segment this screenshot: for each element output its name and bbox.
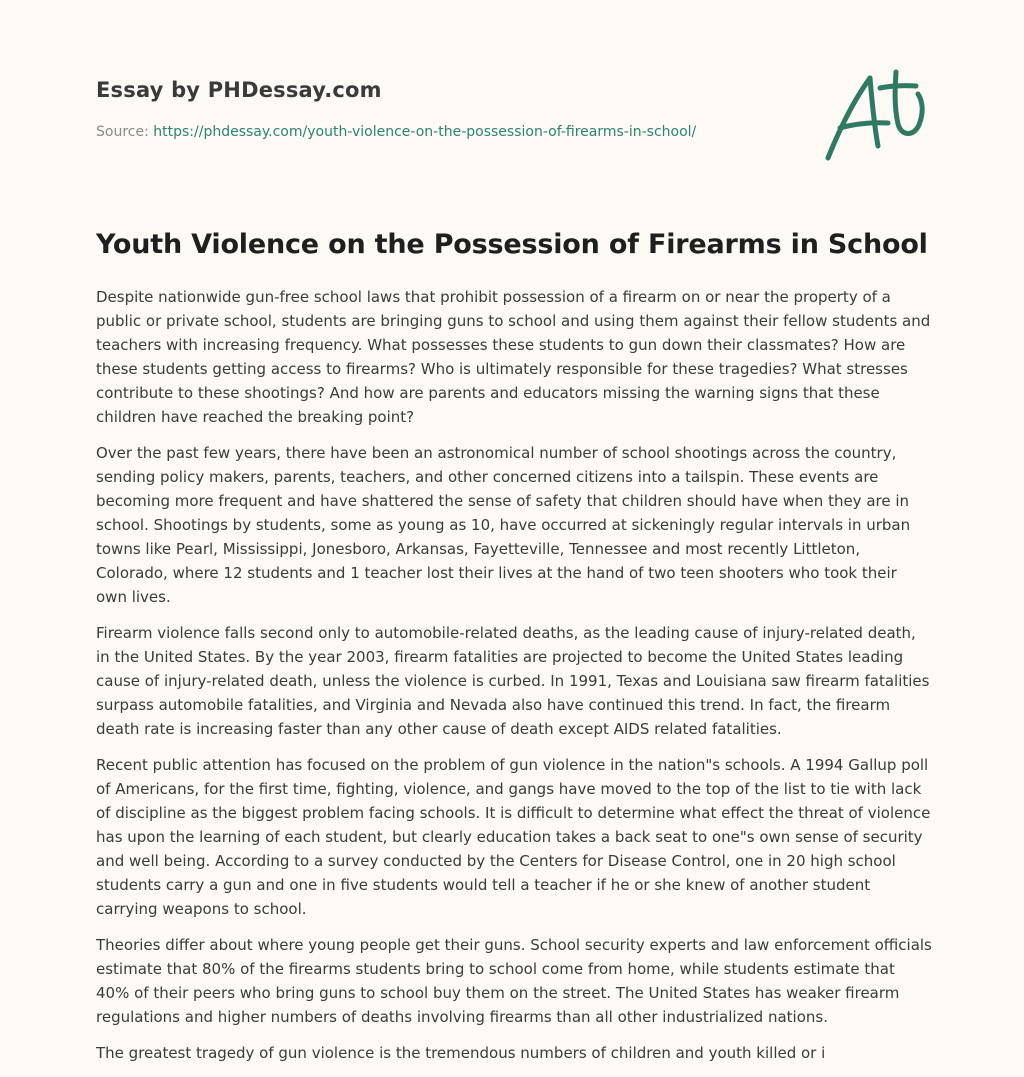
- site-title: Essay by PHDessay.com: [96, 78, 382, 102]
- paragraph: Firearm violence falls second only to automobile-related deaths, as the leading cause of injury-related death, in the United States. By the year 2003, firearm fatalities are projected to become the United States leading cause of injury-related death, unless the violence is curbed. In 1991, Texas and Louisiana saw firearm fatalities surpass automobile fatalities, and Virginia and Nevada also have continued this trend. In fact, the firearm death rate is increasing faster than any other cause of death except AIDS related fatalities.: [96, 624, 930, 738]
- source-label: Source:: [96, 124, 149, 140]
- source-link[interactable]: https://phdessay.com/youth-violence-on-the-possession-of-firearms-in-school/: [153, 124, 697, 140]
- essay-header: [96, 76, 796, 142]
- paragraph: Over the past few years, there have been an astronomical number of school shootings across the country, sending policy makers, parents, teachers, and other concerned citizens into a tailspin. These events are becoming more frequent and have shattered the sense of safety that children should have when they are in school. Shootings by students, some as young as 10, have occurred at sickeningly regular intervals in urban towns like Pearl, Mississippi, Jonesboro, Arkansas, Fayetteville, Tennessee and most recently Littleton, Colorado, where 12 students and 1 teacher lost their lives at the hand of two teen shooters who took their own lives.: [96, 444, 911, 606]
- paragraph: Recent public attention has focused on the problem of gun violence in the nation"s schools. A 1994 Gallup poll of Americans, for the first time, fighting, violence, and gangs have moved to the top of the list to tie with lack of discipline as the biggest problem facing schools. It is difficult to determine what effect the threat of violence has upon the learning of each student, but clearly education takes a back seat to one"s own sense of security and well being. According to a survey conducted by the Centers for Disease Control, one in 20 high school students carry a gun and one in five students would tell a teacher if he or she knew of another student carrying weapons to school.: [96, 756, 931, 918]
- paragraph: Theories differ about where young people get their guns. School security experts and law enforcement officials estimate that 80% of the firearms students bring to school come from home, while students estimate that 40% of their peers who bring guns to school buy them on the street. The United States has weaker firearm regulations and higher numbers of deaths involving firearms than all other industrialized nations.: [96, 936, 932, 1026]
- paragraph-truncated: The greatest tragedy of gun violence is the tremendous numbers of children and youth killed or i: [96, 1044, 826, 1062]
- essay-title: Youth Violence on the Possession of Firearms in School: [96, 229, 928, 260]
- essay-body: [96, 285, 932, 1077]
- paragraph: Despite nationwide gun-free school laws that prohibit possession of a firearm on or near the property of a public or private school, students are bringing guns to school and using them against their fellow students and teachers with increasing frequency. What possesses these students to gun down their classmates? How are these students getting access to firearms? Who is ultimately responsible for these tragedies? What stresses contribute to these shootings? And how are parents and educators missing the warning signs that these children have reached the breaking point?: [96, 288, 931, 426]
- source-line: [96, 122, 796, 142]
- a-plus-grade-icon: [818, 66, 930, 166]
